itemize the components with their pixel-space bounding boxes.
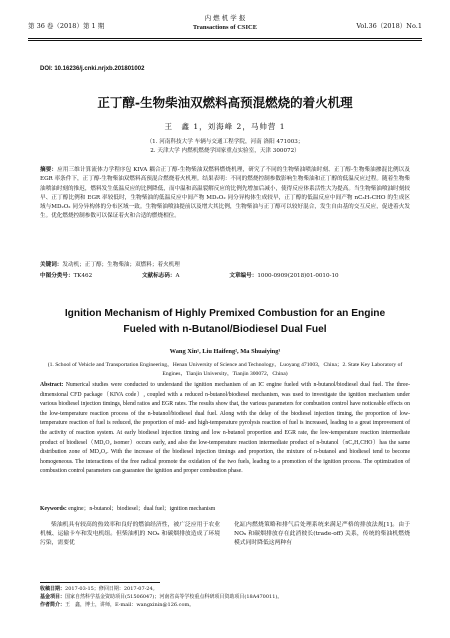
- chinese-authors: 王 鑫 1，刘海峰 2，马帅营 1: [164, 122, 286, 131]
- english-title-line-2: Fueled with n-Butanol/Biodiesel Dual Fuel: [123, 324, 327, 335]
- english-title: [0, 306, 450, 338]
- footnote-received: 收稿日期：2017-03-15；修回日期：2017-07-24。: [40, 586, 158, 592]
- chinese-keywords: [40, 261, 410, 270]
- english-keywords: [40, 505, 410, 515]
- document-code: 文献标志码：A: [141, 273, 180, 279]
- chinese-keywords-label: 关键词：: [40, 262, 63, 268]
- chinese-abstract-label: 摘要：: [40, 167, 58, 173]
- body-column-right: 化缸内燃烧策略和排气后处理系统来满足严格的排放法规[1]。由于 NOₓ 和碳烟排放存在此消彼长(trade-off) 关系，传统的柴油机燃烧模式同时降低这两种有: [234, 522, 410, 547]
- english-affiliation: (1. School of Vehicle and Transportation Engineering，Henan University of Science and Technology，Luoyang 471003，China；2. State Key Laboratory of Engines，Tianjin University，Tianjin 300072，China): [47, 362, 403, 377]
- header-volume-en: Vol.36（2018）No.1: [356, 22, 422, 30]
- chinese-keywords-text: 发动机；正丁醇；生物柴油；双燃料；着火机理: [62, 262, 180, 268]
- article-number: 文章编号：1000-0909(2018)01-0010-10: [229, 273, 339, 279]
- footnote-rule: [40, 582, 160, 583]
- clc-number: 中图分类号：TK462: [40, 273, 93, 279]
- header-rule-thin: [28, 40, 422, 41]
- english-abstract-label: Abstract:: [40, 382, 64, 388]
- body-column-left: 柴油机具有较高的热效率和良好的燃油经济性，被广泛应用于农业机械、运输卡车和发电机组。但柴油机的 NOₓ 和碳烟排放造成了环境污染，需要优: [40, 522, 220, 547]
- header-journal-cn: 内 燃 机 学 报: [204, 14, 246, 22]
- chinese-abstract-text: 应用三维计算流体力学程序包 KIVA 耦合正丁醇-生物柴油双燃料燃烧机理，研究了不同的生物柴油喷油时刻、正丁醇-生物柴油掺混比例以及 EGR 率条件下，正丁醇-生物柴油双燃料高预混合燃烧着火机理。结果表明：不同的燃烧控制参数影响生物柴油和正丁醇的低温反应过程。随着生物柴油喷油时刻的推迟，燃料发生低温反应的比例降低，而中温和高温裂解反应的比例先增加后减小，使得反应体系活性大为提高。当生物柴油喷油时刻较早、正丁醇比例和 EGR 率较低时，生物柴油的低温反应中间产物 MD₂O₂ 同分异构体生成较早，正丁醇的低温反应中间产物 nC₃H₇CHO 的生成区域与MD₂O₂ 同分异构体的分布区域一致。生物柴油喷油提前以及增大其比例，生物柴油与正丁醇可以较好混合，发生自由基的交互反应，促进着火发生。优化燃烧控制参数可以保证着火和合适的燃烧相位。: [40, 167, 410, 220]
- english-abstract-text: Numerical studies were conducted to understand the ignition mechanism of an IC engine fueled with n-butanol/biodiesel dual fuel. The three-dimensional CFD package（KIVA code）, coupled with a reduced n-butanol/biodiesel mechanism, was used to investigate the ignition mechanism under various biodiesel injection timings, blend ratios and EGR rates. The results show that, the various parameters for combustion control have noticeable effects on the low-temperature reaction process of the n-butanol/biodiesel dual fuel. Along with the delay of the biodiesel injection timing, the proportion of low-temperature reaction of fuel is reduced, the proportion of mid- and high-temperature pyrolysis reaction of fuel is increased, leading to a great improvement of the activity of reaction system. At early biodiesel injection timing and low n-butanol proportion and EGR rate, the low-temperature reaction intermediate product of biodiesel（MD₂O₂ isomer）occurs early, and also the low-temperature reaction intermediate product of n-butanol（nC₃H₇CHO）has the same distribution zone of MD₂O₂. With the increase of the biodiesel injection timings and proportion, the mixture of n-butanol and biodiesel tend to become homogeneous. The interactions of the free radical promote the oxidation of the two fuels, leading to a promotion of the ignition process. The optimization of combustion control parameters can guarantee the ignition and proper combustion phase.: [40, 382, 411, 475]
- header-rule: [28, 38, 422, 39]
- doi[interactable]: DOI: 10.16236/j.cnki.nrjxb.201801002: [40, 66, 145, 72]
- chinese-abstract: [40, 166, 410, 222]
- footnote-author: 作者简介：王 鑫，博士，讲师，E-mail：wangxinin@126.com。: [40, 602, 195, 608]
- footnote-fund: 基金项目：国家自然科学基金资助项目(51506047)；河南省高等学校重点科研项目资助项目(18A470011)。: [40, 594, 283, 600]
- english-keywords-label: Keywords:: [40, 506, 67, 512]
- english-keywords-text: engine；n-butanol；biodiesel；dual fuel；ignition mechanism: [68, 506, 216, 512]
- classification-line: [40, 271, 410, 279]
- chinese-affiliation-1: （1. 河南科技大学 车辆与交通工程学院，河南 洛阳 471003；: [146, 139, 304, 145]
- chinese-title: 正丁醇-生物柴油双燃料高预混燃烧的着火机理: [97, 95, 353, 110]
- header-journal-en: Transactions of CSICE: [192, 24, 258, 31]
- english-abstract: [40, 381, 410, 477]
- running-header: [28, 14, 422, 36]
- english-authors: Wang Xin¹, Liu Haifeng², Ma Shuaiying¹: [169, 348, 281, 355]
- chinese-affiliation-2: 2. 天津大学 内燃机燃烧学国家重点实验室，天津 300072）: [150, 148, 300, 154]
- english-title-line-1: Ignition Mechanism of Highly Premixed Combustion for an Engine: [64, 308, 386, 319]
- header-volume: 第 36 卷（2018）第 1 期: [28, 22, 105, 30]
- footnote: [40, 585, 410, 609]
